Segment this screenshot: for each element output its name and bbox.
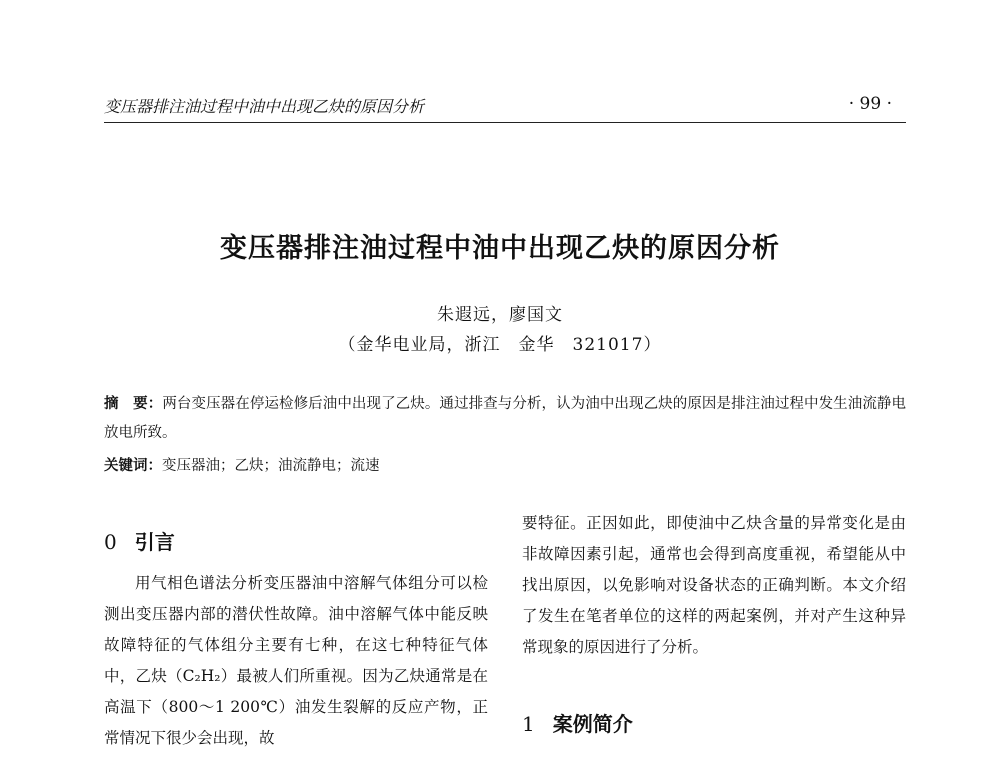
keywords [104, 452, 906, 481]
abstract-text: 两台变压器在停运检修后油中出现了乙炔。通过排查与分析，认为油中出现乙炔的原因是排注油过程中发生油流静电放电所致。 [104, 396, 907, 441]
section-0-number: 0 [104, 530, 117, 554]
running-head [104, 92, 906, 123]
affiliation: （金华电业局，浙江 金华 321017） [338, 335, 662, 355]
intro-paragraph: 用气相色谱法分析变压器油中溶解气体组分可以检测出变压器内部的潜伏性故障。油中溶解气体中能反映故障特征的气体组分主要有七种，在这七种特征气体中，乙炔（C₂H₂）最被人们所重视。因为乙炔通常是在高温下（800～1 200℃）油发生裂解的反应产物，正常情况下很少会出现，故 [104, 574, 488, 747]
section-0-heading [104, 526, 175, 555]
abstract [104, 390, 906, 448]
keywords-text: 变压器油；乙炔；油流静电；流速 [162, 458, 380, 474]
running-head-title: 变压器排注油过程中油中出现乙炔的原因分析 [104, 97, 425, 116]
right-column-paragraph: 要特征。正因如此，即使油中乙炔含量的异常变化是由非故障因素引起，通常也会得到高度重视，希望能从中找出原因，以免影响对设备状态的正确判断。本文介绍了发生在笔者单位的这样的两起案例，并对产生这种异常现象的原因进行了分析。 [522, 514, 906, 656]
page-number: · 99 · [848, 94, 892, 114]
section-0-title: 引言 [134, 530, 175, 554]
section-1-title: 案例简介 [552, 712, 633, 736]
section-1-heading [522, 708, 633, 737]
keywords-label: 关键词： [104, 458, 162, 474]
abstract-label: 摘 要： [104, 396, 163, 412]
authors: 朱遐远，廖国文 [437, 305, 563, 325]
paper-title: 变压器排注油过程中油中出现乙炔的原因分析 [220, 233, 780, 264]
section-1-number: 1 [522, 712, 535, 736]
